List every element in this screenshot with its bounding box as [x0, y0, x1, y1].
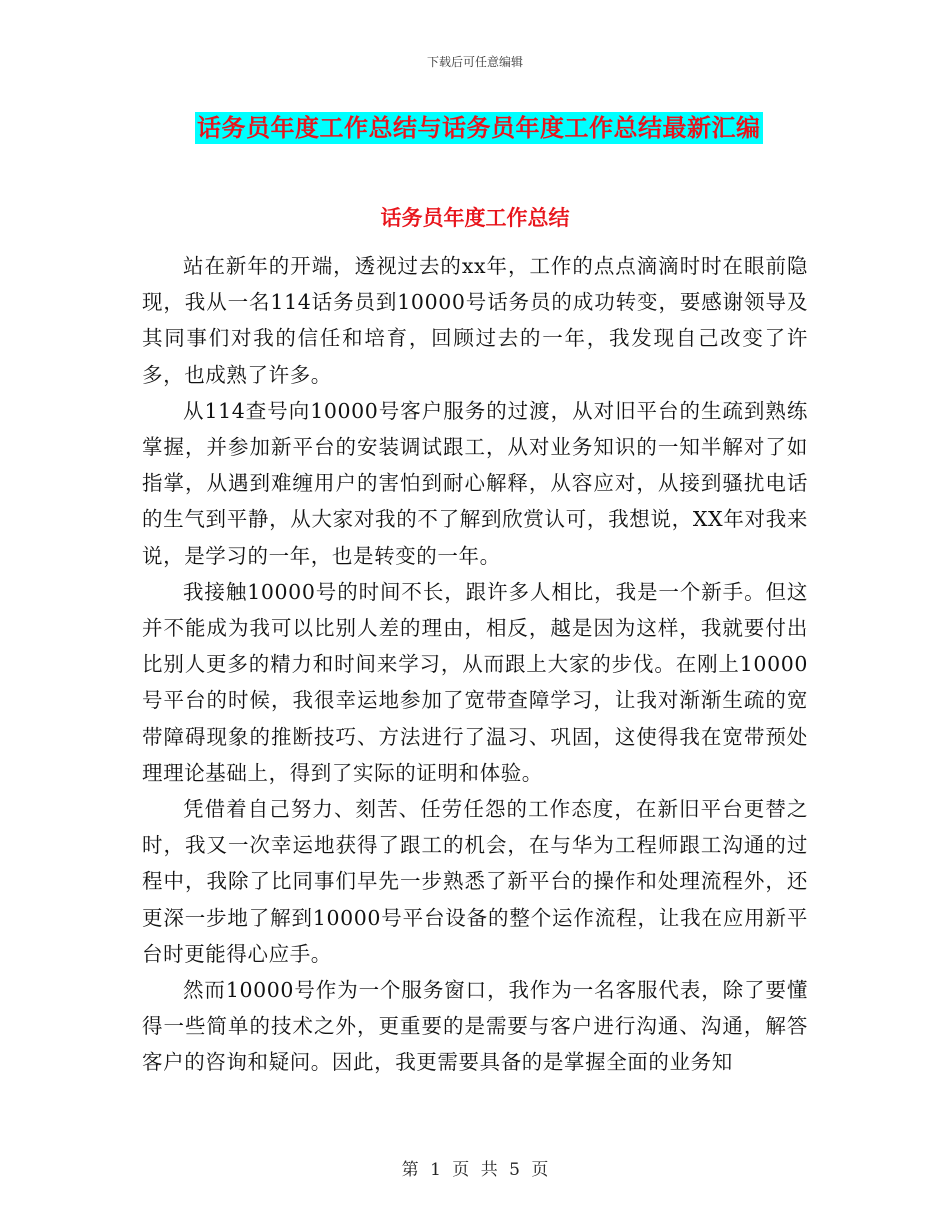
paragraph-1: 站在新年的开端，透视过去的xx年，工作的点点滴滴时时在眼前隐现，我从一名114话务员到10000号话务员的成功转变，要感谢领导及其同事们对我的信任和培育，回顾过去的一年，我发现自己改变了许多，也成熟了许多。	[142, 254, 808, 387]
paragraph-4: 凭借着自己努力、刻苦、任劳任怨的工作态度，在新旧平台更替之时，我又一次幸运地获得了跟工的机会，在与华为工程师跟工沟通的过程中，我除了比同事们早先一步熟悉了新平台的操作和处理流程外，还更深一步地了解到10000号平台设备的整个运作流程，让我在应用新平台时更能得心应手。	[142, 797, 808, 966]
paragraph-3: 我接触10000号的时间不长，跟许多人相比，我是一个新手。但这并不能成为我可以比别人差的理由，相反，越是因为这样，我就要付出比别人更多的精力和时间来学习，从而跟上大家的步伐。在刚上10000号平台的时候，我很幸运地参加了宽带查障学习，让我对渐渐生疏的宽带障碍现象的推断技巧、方法进行了温习、巩固，这使得我在宽带预处理理论基础上，得到了实际的证明和体验。	[142, 579, 808, 785]
paragraph-2: 从114查号向10000号客户服务的过渡，从对旧平台的生疏到熟练掌握，并参加新平台的安装调试跟工，从对业务知识的一知半解对了如指掌，从遇到难缠用户的害怕到耐心解释，从容应对，从接到骚扰电话的生气到平静，从大家对我的不了解到欣赏认可，我想说，XX年对我来说，是学习的一年，也是转变的一年。	[142, 398, 808, 568]
document-body	[142, 248, 808, 1081]
paragraph-5: 然而10000号作为一个服务窗口，我作为一名客服代表，除了要懂得一些简单的技术之外，更重要的是需要与客户进行沟通、沟通，解答客户的咨询和疑问。因此，我更需要具备的是掌握全面的业务知	[142, 978, 808, 1075]
document-title: 话务员年度工作总结与话务员年度工作总结最新汇编	[197, 114, 761, 142]
header-note: 下载后可任意编辑	[426, 55, 523, 69]
page-number: 第 1 页 共 5 页	[401, 1160, 549, 1180]
section-title: 话务员年度工作总结	[380, 206, 570, 230]
